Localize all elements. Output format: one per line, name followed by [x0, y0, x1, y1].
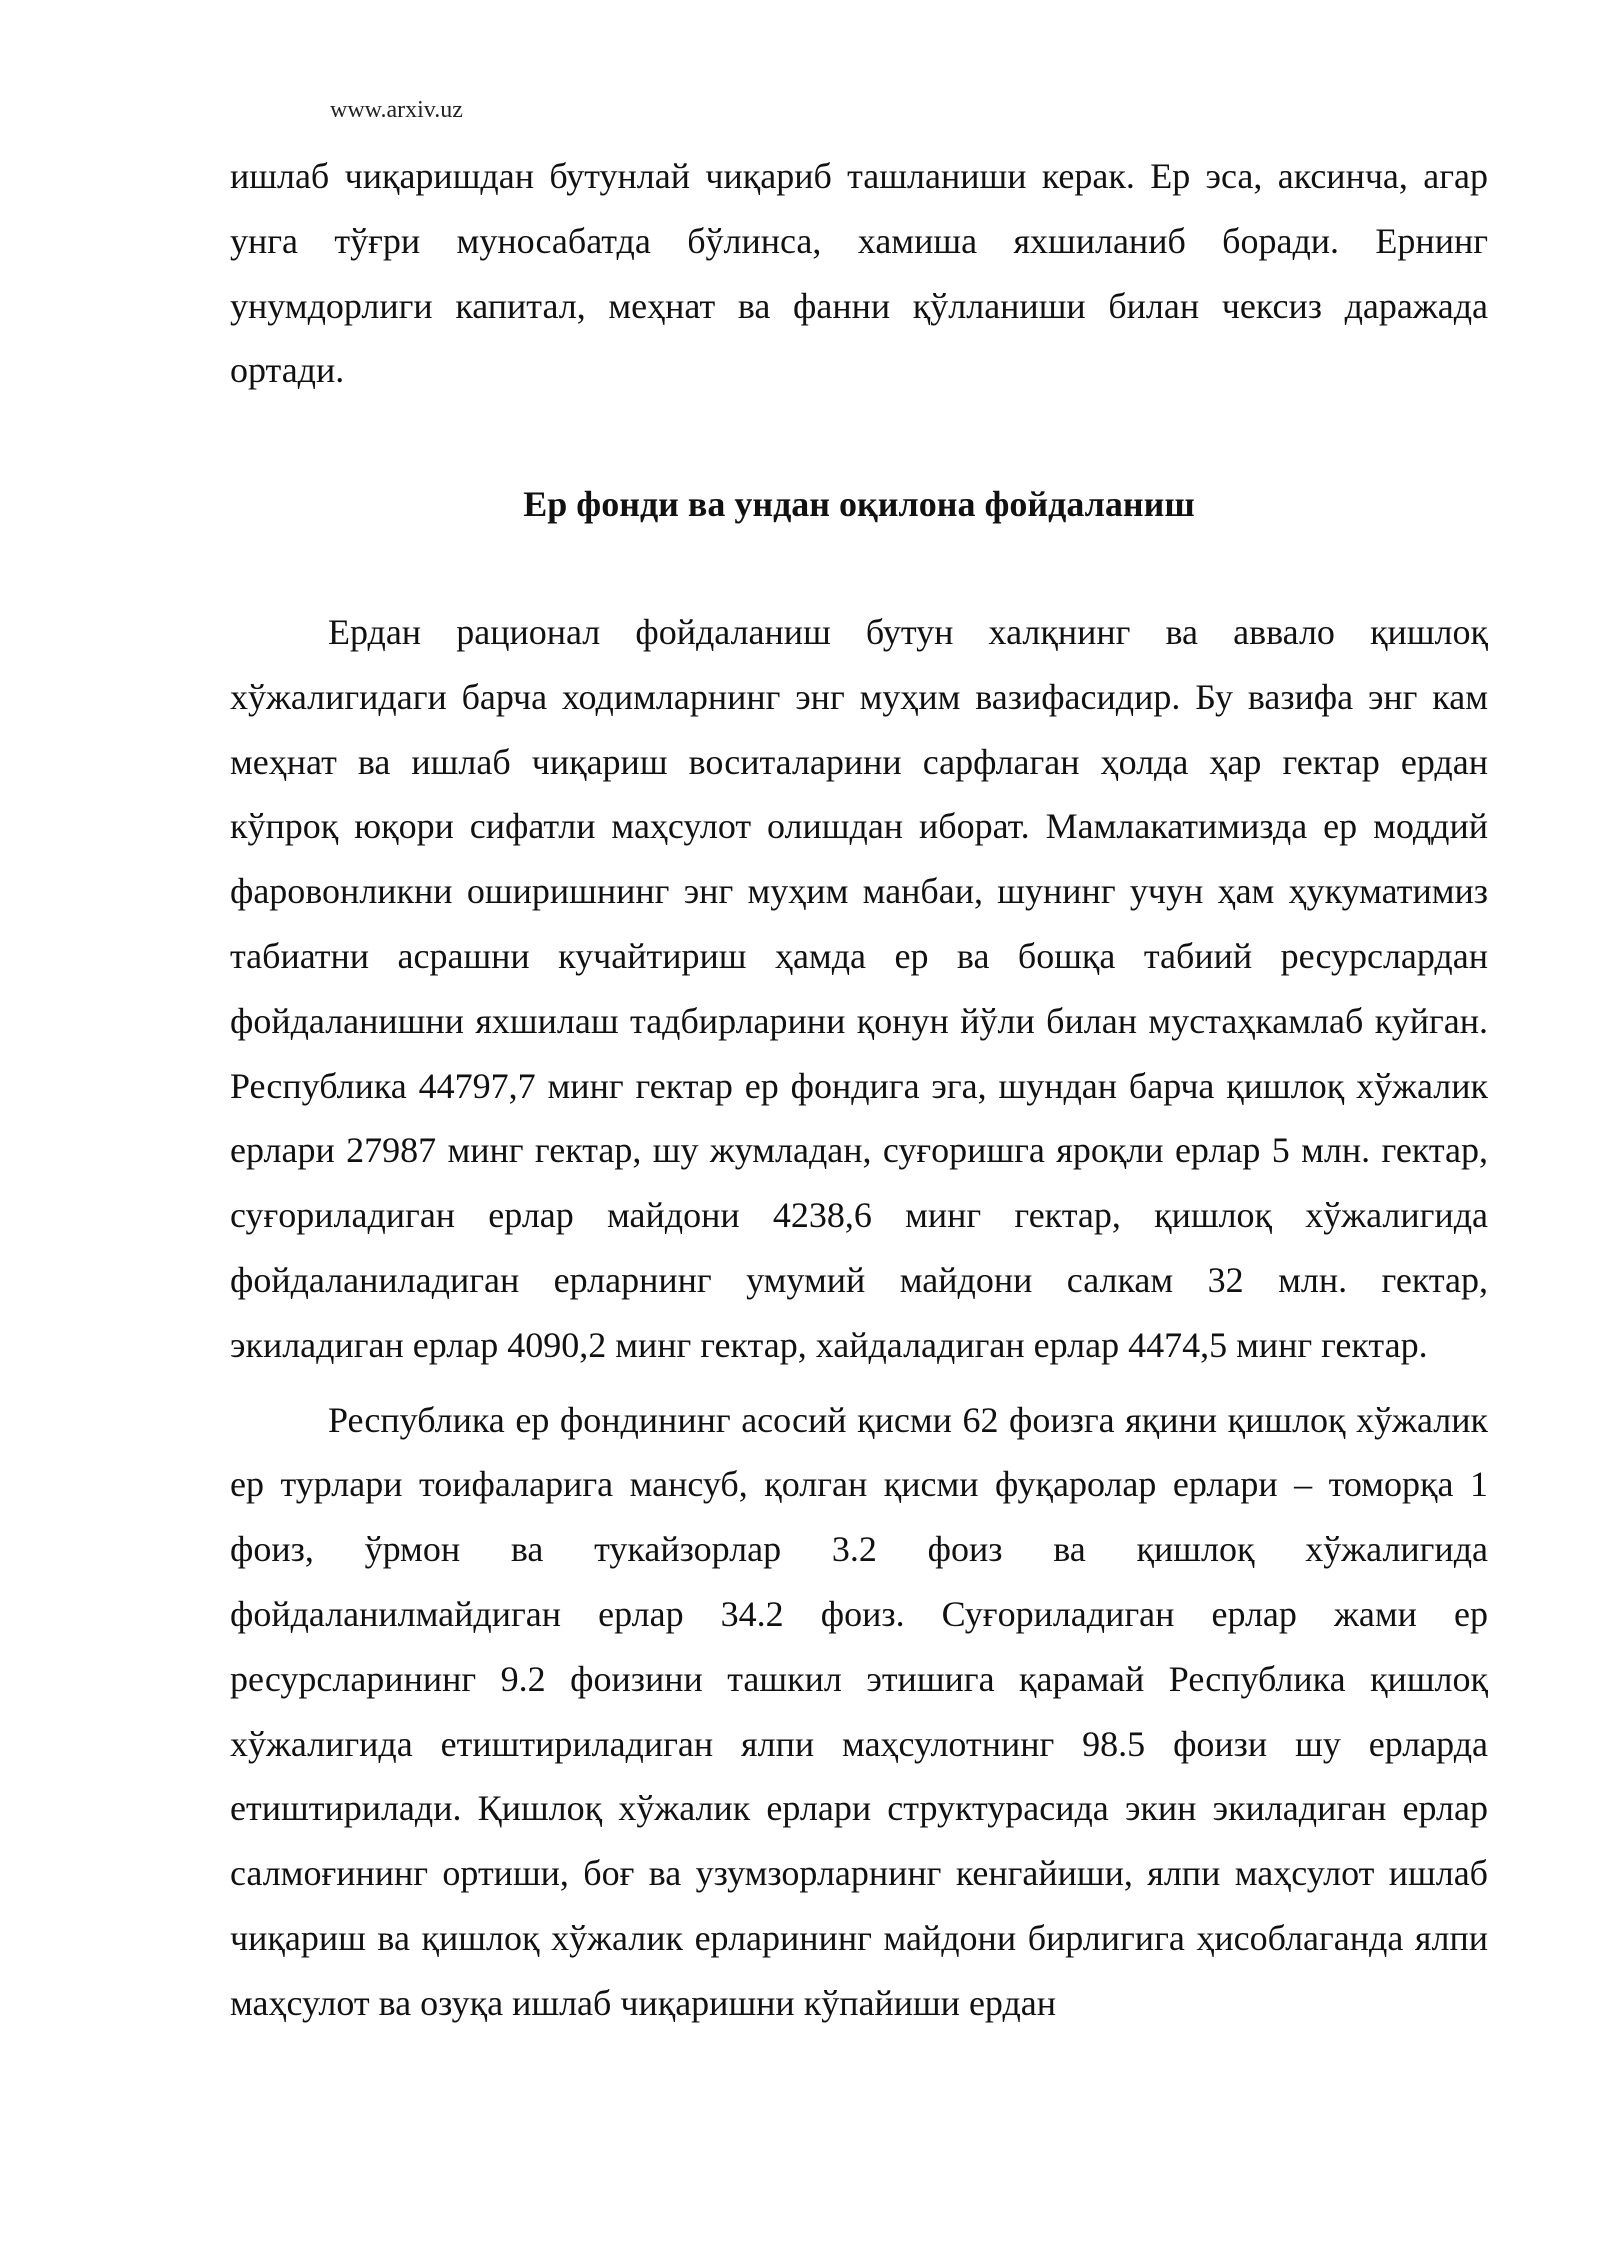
paragraph-continuation-text: ишлаб чиқаришдан бутунлай чиқариб ташланиши керак. Ер эса, аксинча, агар унга тўғри муносабатда бўлинса, хамиша яхшиланиб боради. Ернинг унумдорлиги капитал, меҳнат ва фанни қўлланиши билан чексиз даражада ортади.: [230, 156, 1488, 391]
site-url-header: www.arxiv.uz: [330, 97, 463, 123]
main-text: [230, 600, 1488, 2036]
section-title: Ер фонди ва ундан оқилона фойдаланиш: [523, 484, 1195, 524]
continuation-paragraph: [230, 144, 1488, 403]
paragraph-land-use: Ердан рационал фойдаланиш бутун халқнинг ва аввало қишлоқ хўжалигидаги барча ходимларнинг энг муҳим вазифасидир. Бу вазифа энг кам меҳнат ва ишлаб чиқариш воситаларини сарфлаган ҳолда ҳар гектар ердан кўпроқ юқори сифатли маҳсулот олишдан иборат. Мамлакатимизда ер моддий фаровонликни оширишнинг энг муҳим манбаи, шунинг учун ҳам ҳукуматимиз табиатни асрашни кучайтириш ҳамда ер ва бошқа табиий ресурслардан фойдаланишни яхшилаш тадбирларини қонун йўли билан мустаҳкамлаб куйган. Республика 44797,7 минг гектар ер фондига эга, шундан барча қишлоқ хўжалик ерлари 27987 минг гектар, шу жумладан, суғоришга яроқли ерлар 5 млн. гектар, суғориладиган ерлар майдони 4238,6 минг гектар, қишлоқ хўжалигида фойдаланиладиган ерларнинг умумий майдони салкам 32 млн. гектар, экиладиган ерлар 4090,2 минг гектар, хайдаладиган ерлар 4474,5 минг гектар.: [230, 612, 1488, 1365]
paragraph-land-fund-structure: Республика ер фондининг асосий қисми 62 фоизга яқини қишлоқ хўжалик ер турлари тоифаларига мансуб, қолган қисми фуқаролар ерлари – томорқа 1 фоиз, ўрмон ва тукайзорлар 3.2 фоиз ва қишлоқ хўжалигида фойдаланилмайдиган ерлар 34.2 фоиз. Суғориладиган ерлар жами ер ресурсларининг 9.2 фоизини ташкил этишига қарамай Республика қишлоқ хўжалигида етиштириладиган ялпи маҳсулотнинг 98.5 фоизи шу ерларда етиштирилади. Қишлоқ хўжалик ерлари структурасида экин экиладиган ерлар салмоғининг ортиши, боғ ва узумзорларнинг кенгайиши, ялпи маҳсулот ишлаб чиқариш ва қишлоқ хўжалик ерларининг майдони бирлигига ҳисоблаганда ялпи маҳсулот ва озуқа ишлаб чиқаришни кўпайиши ердан: [230, 1399, 1488, 2023]
